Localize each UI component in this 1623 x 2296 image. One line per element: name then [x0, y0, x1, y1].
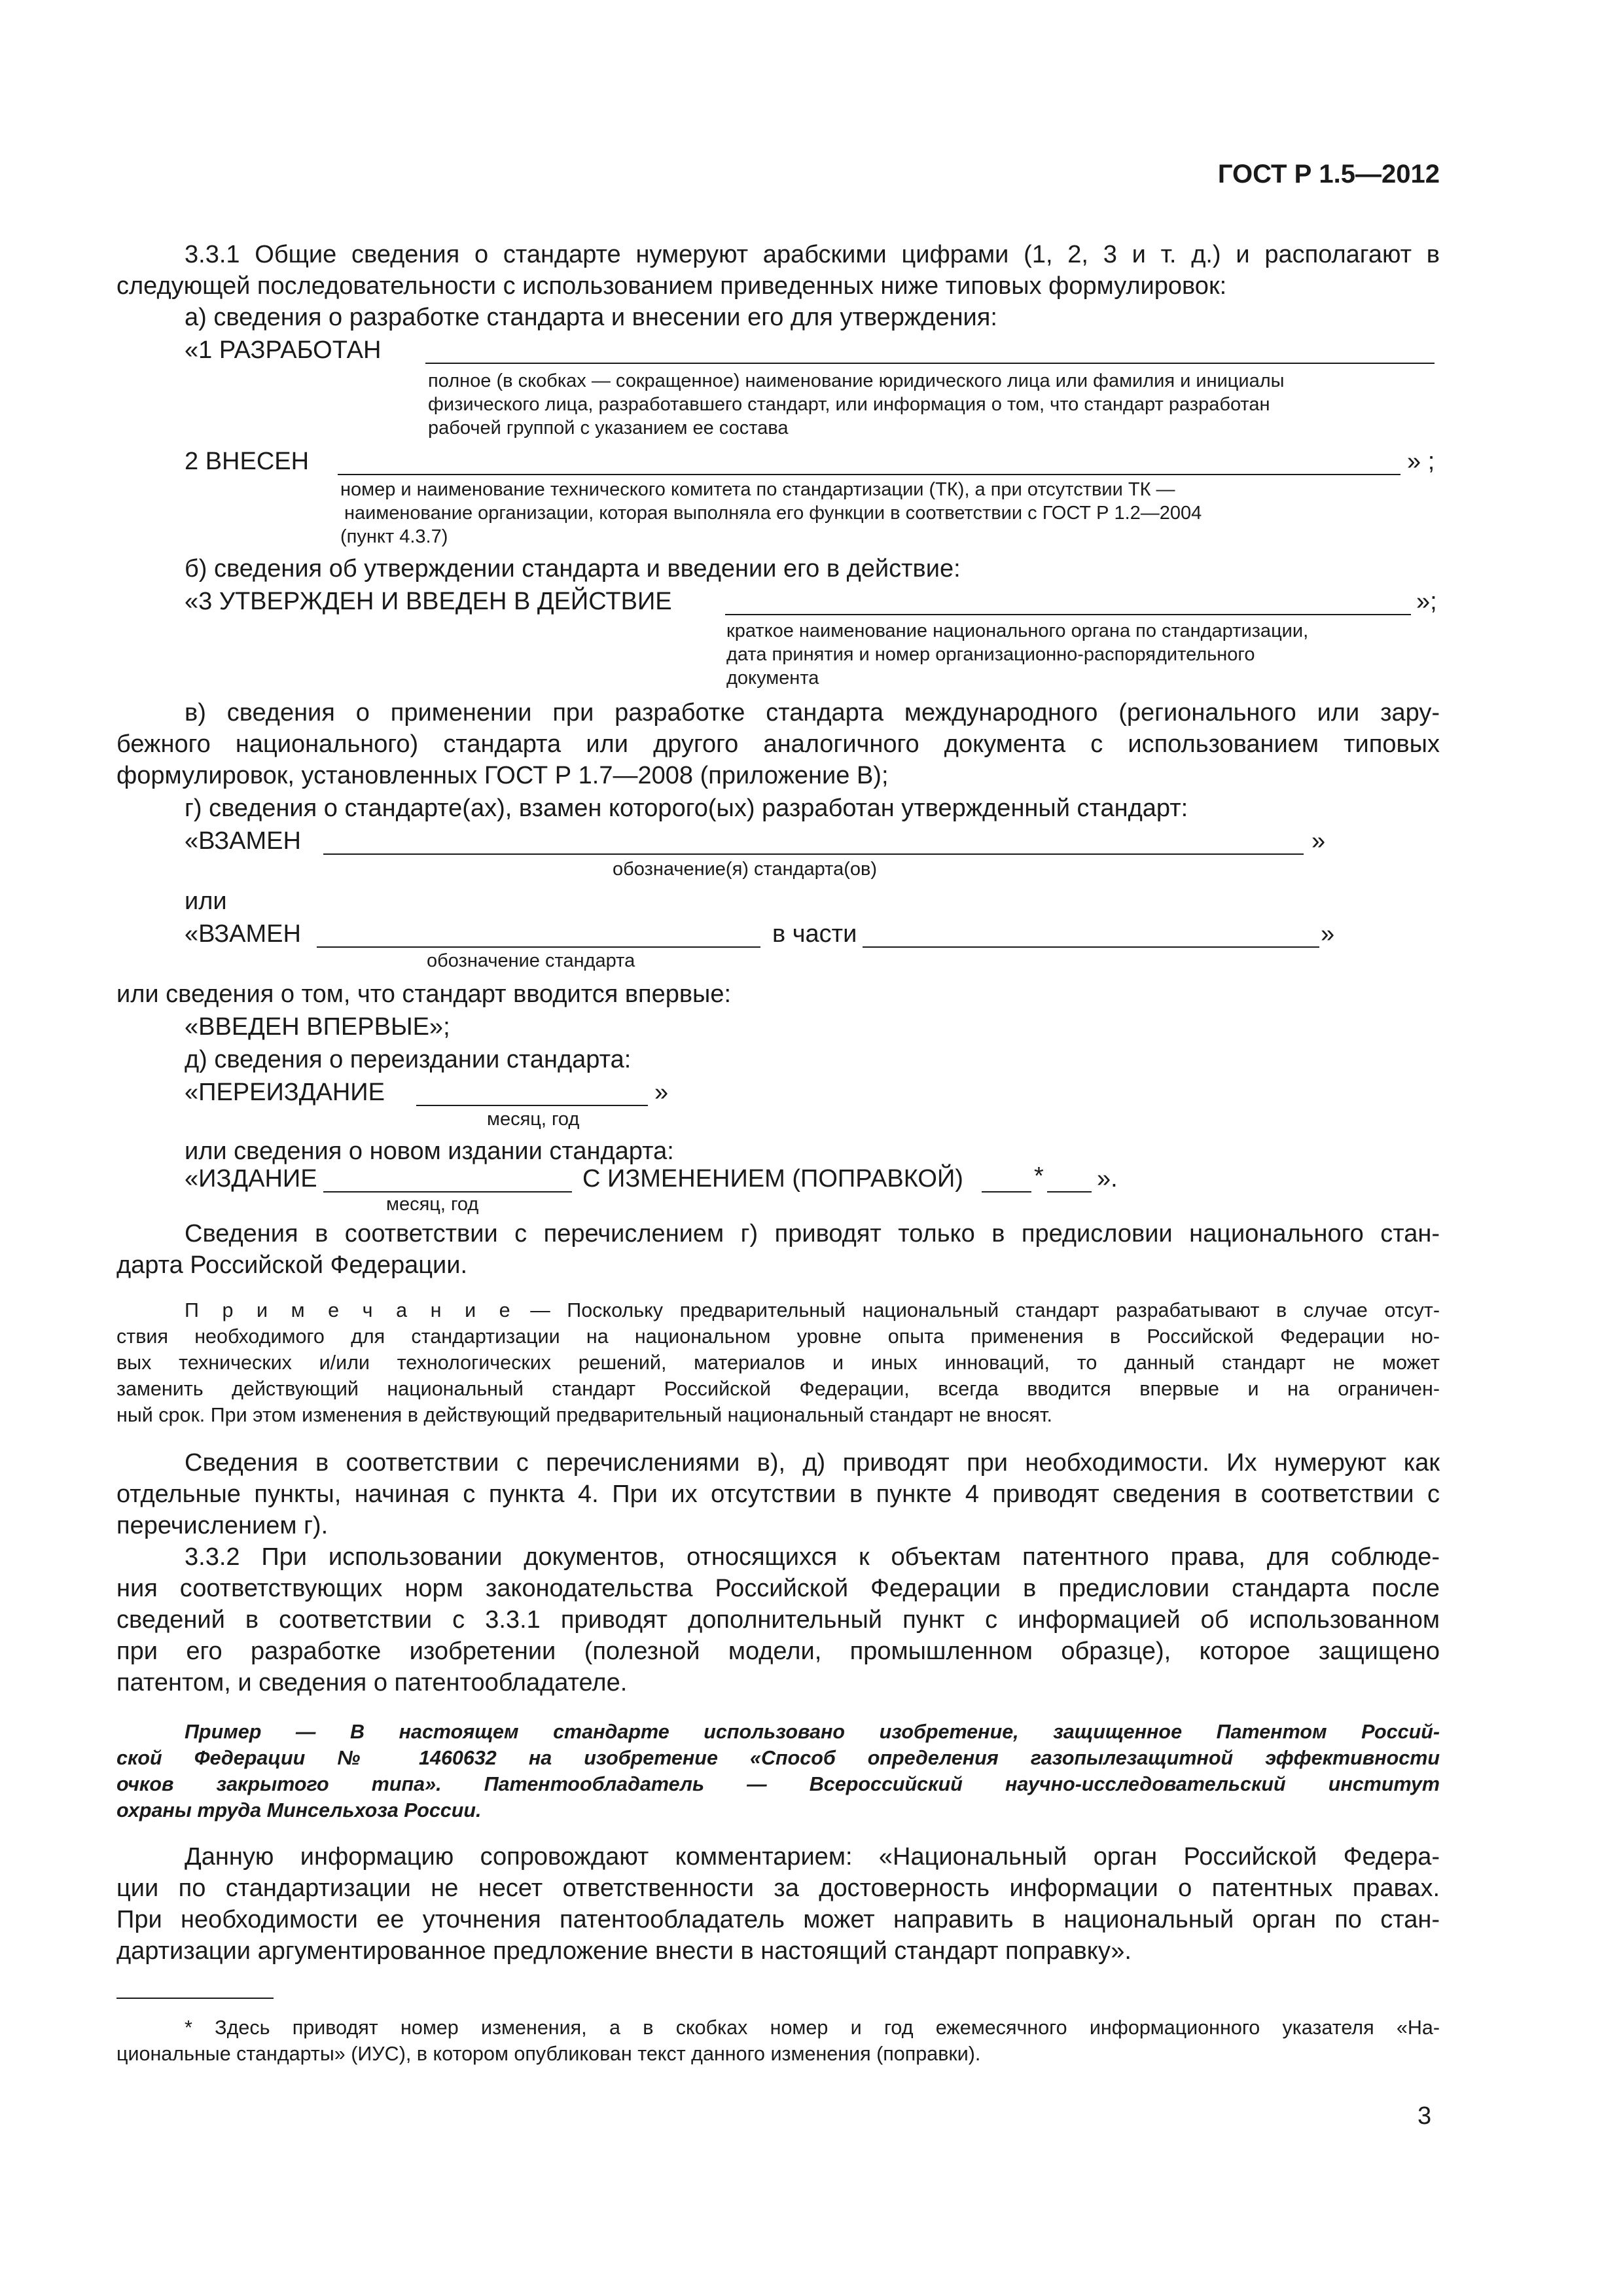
change-ius-blank-line — [1047, 1191, 1092, 1193]
sec-332-line-3: сведений в соответствии с 3.3.1 приводят дополнительный пункт с информацией об использованном — [116, 1606, 1440, 1634]
sec-331-line-2: следующей последовательности с использованием приведенных ниже типовых формулировок: — [116, 272, 1227, 300]
standard-code-header: ГОСТ Р 1.5—2012 — [1217, 160, 1440, 188]
note-line-3: вых технических и/или технологических решений, материалов и иных инноваций, то данный стандарт не может — [116, 1352, 1440, 1374]
reissue-end-quote: » — [654, 1079, 669, 1106]
new-edition-intro: или сведения о новом издании стандарта: — [185, 1138, 674, 1165]
submitted-note-line-2: наименование организации, которая выполняла его функции в соответствии с ГОСТ Р 1.2—2004 — [344, 503, 1202, 524]
example-line-3: очков закрытого типа». Патентообладатель — Всероссийский научно-исследовательский институт — [116, 1773, 1440, 1795]
approved-note-line-2: дата принятия и номер организационно-распорядительного — [726, 644, 1255, 665]
footnote-separator — [116, 1998, 274, 1999]
sec-331-line-1: 3.3.1 Общие сведения о стандарте нумеруют арабскими цифрами (1, 2, 3 и т. д.) и располагают в — [185, 241, 1440, 268]
item-d-title: д) сведения о переиздании стандарта: — [185, 1046, 632, 1073]
in-part-blank-line — [863, 946, 1319, 948]
approved-note-line-3: документа — [726, 668, 819, 689]
sec-332-line-1: 3.3.2 При использовании документов, относящихся к объектам патентного права, для соблюде- — [185, 1543, 1440, 1571]
note-line-4: заменить действующий национальный стандарт Российской Федерации, всегда вводится впервые и на ограничен- — [116, 1378, 1440, 1400]
approved-note-line-1: краткое наименование национального органа по стандартизации, — [726, 620, 1309, 641]
footnote-line-1: * Здесь приводят номер изменения, а в скобках номер и год ежемесячного информационного указателя «На- — [185, 2017, 1440, 2039]
replaces-partial-blank-line — [317, 946, 760, 948]
developed-note-line-3: рабочей группой с указанием ее состава — [428, 418, 789, 439]
developed-blank-line — [425, 363, 1435, 364]
replaces-partial-end-quote: » — [1321, 920, 1335, 948]
submitted-note-line-3: (пункт 4.3.7) — [340, 526, 448, 547]
note-text-1: — Поскольку предварительный национальный стандарт разрабатывают в случае отсут- — [530, 1299, 1440, 1321]
developed-label: «1 РАЗРАБОТАН — [185, 336, 382, 364]
submitted-note-line-1: номер и наименование технического комитета по стандартизации (ТК), а при отсутствии ТК — — [340, 479, 1175, 500]
item-b-title: б) сведения об утверждении стандарта и введении его в действие: — [185, 555, 961, 583]
example-line-2: ской Федерации № 1460632 на изобретение «Способ определения газопылезащитной эффективности — [116, 1747, 1440, 1769]
sec-332-line-5: патентом, и сведения о патентообладателе. — [116, 1669, 628, 1696]
reissue-blank-line — [416, 1105, 648, 1106]
note-line-5: ный срок. При этом изменения в действующий предварительный национальный стандарт не вносят. — [116, 1404, 1052, 1426]
sec-332-line-2: ния соответствующих норм законодательства Российской Федерации в предисловии стандарта после — [116, 1575, 1440, 1602]
submitted-label: 2 ВНЕСЕН — [185, 448, 310, 475]
or-label: или — [185, 888, 227, 915]
first-introduced-text: «ВВЕДЕН ВПЕРВЫЕ»; — [185, 1013, 450, 1041]
edition-note: месяц, год — [386, 1194, 479, 1215]
submitted-end-quote: » ; — [1407, 448, 1435, 475]
note-line-2: ствия необходимого для стандартизации на национальном уровне опыта применения в Российской Федерации но- — [116, 1325, 1440, 1348]
page-number: 3 — [1418, 2102, 1432, 2130]
change-number-blank-line — [982, 1191, 1031, 1193]
approved-label: «3 УТВЕРЖДЕН И ВВЕДЕН В ДЕЙСТВИЕ — [185, 588, 672, 615]
footnote-star: * — [1034, 1162, 1044, 1190]
par-g-line-2: дарта Российской Федерации. — [116, 1251, 468, 1279]
item-v-line-2: бежного национального) стандарта или другого аналогичного документа с использованием типовых — [116, 730, 1440, 758]
developed-note-line-2: физического лица, разработавшего стандарт, или информация о том, что стандарт разработан — [428, 394, 1270, 415]
replaces-end-quote: » — [1311, 827, 1326, 855]
edition-label: «ИЗДАНИЕ — [185, 1165, 317, 1193]
footnote-line-2: циональные стандарты» (ИУС), в котором опубликован текст данного изменения (поправки). — [116, 2043, 981, 2065]
comment-line-4: дартизации аргументированное предложение внести в настоящий стандарт поправку». — [116, 1937, 1132, 1965]
replaces-partial-label: «ВЗАМЕН — [185, 920, 301, 948]
developed-note-line-1: полное (в скобках — сокращенное) наименование юридического лица или фамилия и инициалы — [428, 370, 1285, 391]
par-vd-line-3: перечислением г). — [116, 1512, 329, 1539]
example-line-4: охраны труда Минсельхоза России. — [116, 1799, 482, 1821]
item-v-line-1: в) сведения о применении при разработке стандарта международного (регионального или зару- — [185, 699, 1440, 726]
reissue-label: «ПЕРЕИЗДАНИЕ — [185, 1079, 385, 1106]
par-g-line-1: Сведения в соответствии с перечислением г) приводят только в предисловии национального стан- — [185, 1220, 1440, 1247]
approved-blank-line — [725, 614, 1411, 615]
edition-end-quote: ». — [1097, 1165, 1118, 1193]
comment-line-3: При необходимости ее уточнения патентообладатель может направить в национальный орган по стан- — [116, 1906, 1440, 1933]
replaces-partial-note: обозначение стандарта — [427, 950, 635, 971]
first-introduced-intro: или сведения о том, что стандарт вводится впервые: — [116, 980, 732, 1008]
par-vd-line-1: Сведения в соответствии с перечислениями в), д) приводят при необходимости. Их нумеруют как — [185, 1449, 1440, 1477]
replaces-note: обозначение(я) стандарта(ов) — [613, 859, 878, 880]
par-vd-line-2: отдельные пункты, начиная с пункта 4. При их отсутствии в пункте 4 приводят сведения в соответствии с — [116, 1480, 1440, 1508]
in-part-label: в части — [772, 920, 857, 948]
with-change-label: С ИЗМЕНЕНИЕМ (ПОПРАВКОЙ) — [582, 1165, 963, 1193]
reissue-note: месяц, год — [487, 1109, 580, 1130]
example-line-1: Пример — В настоящем стандарте использовано изобретение, защищенное Патентом Россий- — [185, 1721, 1440, 1743]
approved-end-quote: »; — [1416, 588, 1437, 615]
submitted-blank-line — [338, 474, 1400, 475]
replaces-label: «ВЗАМЕН — [185, 827, 301, 855]
comment-line-2: ции по стандартизации не несет ответственности за достоверность информации о патентных правах. — [116, 1874, 1440, 1902]
comment-line-1: Данную информацию сопровождают комментарием: «Национальный орган Российской Федера- — [185, 1843, 1440, 1871]
item-g-title: г) сведения о стандарте(ах), взамен которого(ых) разработан утвержденный стандарт: — [185, 795, 1188, 822]
item-a-title: а) сведения о разработке стандарта и внесении его для утверждения: — [185, 304, 997, 331]
item-v-line-3: формулировок, установленных ГОСТ Р 1.7—2008 (приложение В); — [116, 762, 889, 789]
note-line-1 — [116, 1297, 1440, 1323]
sec-332-line-4: при его разработке изобретении (полезной модели, промышленном образце), которое защищено — [116, 1638, 1440, 1665]
note-label: П р и м е ч а н и е — [185, 1299, 514, 1321]
replaces-blank-line — [323, 853, 1304, 855]
